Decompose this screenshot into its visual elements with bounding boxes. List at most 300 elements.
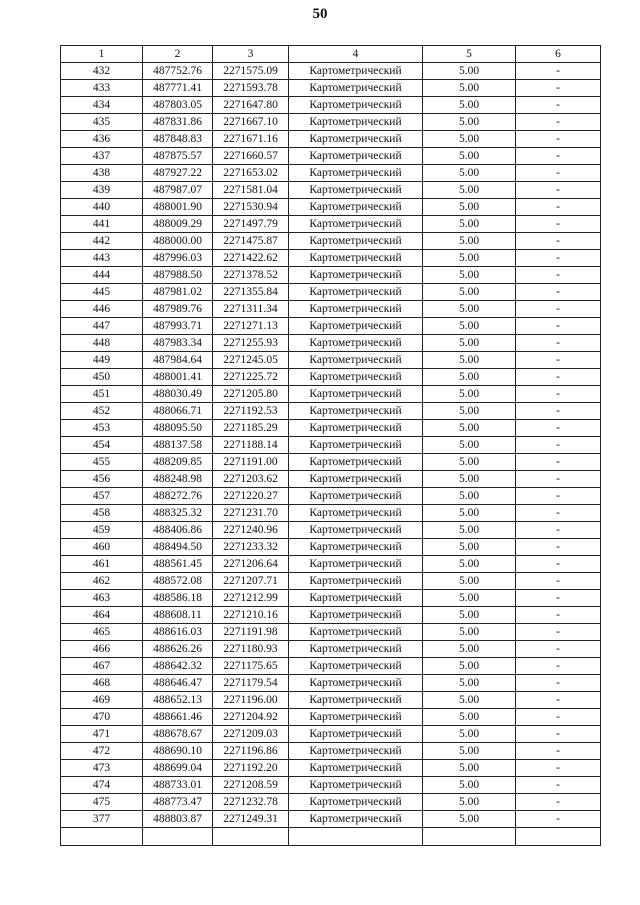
table-row: [61, 794, 601, 811]
page-number: 50: [312, 6, 328, 22]
note-cell: -: [516, 556, 601, 573]
y-coordinate-cell: 2271196.86: [213, 743, 289, 760]
y-coordinate-cell: 2271422.62: [213, 250, 289, 267]
y-coordinate-cell: 2271204.92: [213, 709, 289, 726]
empty-cell: [61, 828, 143, 846]
point-number-cell: 471: [61, 726, 143, 743]
x-coordinate-cell: 488773.47: [143, 794, 213, 811]
y-coordinate-cell: 2271192.53: [213, 403, 289, 420]
y-coordinate-cell: 2271206.64: [213, 556, 289, 573]
x-coordinate-cell: 488733.01: [143, 777, 213, 794]
point-number-cell: 456: [61, 471, 143, 488]
table-row: [61, 709, 601, 726]
y-coordinate-cell: 2271593.78: [213, 80, 289, 97]
table-row: [61, 607, 601, 624]
y-coordinate-cell: 2271208.59: [213, 777, 289, 794]
accuracy-cell: 5.00: [423, 709, 516, 726]
accuracy-cell: 5.00: [423, 522, 516, 539]
accuracy-cell: 5.00: [423, 199, 516, 216]
method-cell: Картометрический: [289, 420, 423, 437]
point-number-cell: 469: [61, 692, 143, 709]
note-cell: -: [516, 811, 601, 828]
accuracy-cell: 5.00: [423, 692, 516, 709]
table-row: [61, 692, 601, 709]
accuracy-cell: 5.00: [423, 607, 516, 624]
point-number-cell: 440: [61, 199, 143, 216]
table-row: [61, 148, 601, 165]
method-cell: Картометрический: [289, 726, 423, 743]
note-cell: -: [516, 420, 601, 437]
method-cell: Картометрический: [289, 267, 423, 284]
table-row: [61, 743, 601, 760]
table-row: [61, 658, 601, 675]
empty-cell: [423, 828, 516, 846]
table-row: [61, 437, 601, 454]
method-cell: Картометрический: [289, 335, 423, 352]
note-cell: -: [516, 318, 601, 335]
note-cell: -: [516, 777, 601, 794]
x-coordinate-cell: 488030.49: [143, 386, 213, 403]
y-coordinate-cell: 2271175.65: [213, 658, 289, 675]
column-header-6: 6: [516, 46, 601, 63]
accuracy-cell: 5.00: [423, 811, 516, 828]
note-cell: -: [516, 454, 601, 471]
table-row: [61, 573, 601, 590]
note-cell: -: [516, 63, 601, 80]
y-coordinate-cell: 2271245.05: [213, 352, 289, 369]
point-number-cell: 447: [61, 318, 143, 335]
note-cell: -: [516, 284, 601, 301]
method-cell: Картометрический: [289, 488, 423, 505]
note-cell: -: [516, 437, 601, 454]
accuracy-cell: 5.00: [423, 590, 516, 607]
note-cell: -: [516, 403, 601, 420]
table-row: [61, 352, 601, 369]
table-row: [61, 233, 601, 250]
y-coordinate-cell: 2271671.16: [213, 131, 289, 148]
point-number-cell: 459: [61, 522, 143, 539]
point-number-cell: 467: [61, 658, 143, 675]
y-coordinate-cell: 2271191.00: [213, 454, 289, 471]
accuracy-cell: 5.00: [423, 556, 516, 573]
table-row: [61, 488, 601, 505]
table-header: [61, 46, 601, 63]
accuracy-cell: 5.00: [423, 471, 516, 488]
note-cell: -: [516, 505, 601, 522]
accuracy-cell: 5.00: [423, 743, 516, 760]
table-row: [61, 97, 601, 114]
header-row: [61, 46, 601, 63]
accuracy-cell: 5.00: [423, 250, 516, 267]
note-cell: -: [516, 216, 601, 233]
method-cell: Картометрический: [289, 131, 423, 148]
y-coordinate-cell: 2271191.98: [213, 624, 289, 641]
x-coordinate-cell: 488095.50: [143, 420, 213, 437]
x-coordinate-cell: 488572.08: [143, 573, 213, 590]
x-coordinate-cell: 488586.18: [143, 590, 213, 607]
table-row: [61, 301, 601, 318]
y-coordinate-cell: 2271180.93: [213, 641, 289, 658]
method-cell: Картометрический: [289, 386, 423, 403]
y-coordinate-cell: 2271188.14: [213, 437, 289, 454]
y-coordinate-cell: 2271660.57: [213, 148, 289, 165]
table-row: [61, 454, 601, 471]
accuracy-cell: 5.00: [423, 777, 516, 794]
method-cell: Картометрический: [289, 641, 423, 658]
x-coordinate-cell: 487983.34: [143, 335, 213, 352]
accuracy-cell: 5.00: [423, 233, 516, 250]
table-row: [61, 386, 601, 403]
accuracy-cell: 5.00: [423, 148, 516, 165]
table-row: [61, 777, 601, 794]
accuracy-cell: 5.00: [423, 675, 516, 692]
accuracy-cell: 5.00: [423, 488, 516, 505]
accuracy-cell: 5.00: [423, 505, 516, 522]
y-coordinate-cell: 2271667.10: [213, 114, 289, 131]
note-cell: -: [516, 165, 601, 182]
point-number-cell: 461: [61, 556, 143, 573]
method-cell: Картометрический: [289, 114, 423, 131]
accuracy-cell: 5.00: [423, 420, 516, 437]
note-cell: -: [516, 573, 601, 590]
table-row: [61, 114, 601, 131]
point-number-cell: 455: [61, 454, 143, 471]
x-coordinate-cell: 488642.32: [143, 658, 213, 675]
method-cell: Картометрический: [289, 590, 423, 607]
note-cell: -: [516, 709, 601, 726]
method-cell: Картометрический: [289, 709, 423, 726]
y-coordinate-cell: 2271355.84: [213, 284, 289, 301]
y-coordinate-cell: 2271196.00: [213, 692, 289, 709]
point-number-cell: 434: [61, 97, 143, 114]
x-coordinate-cell: 487989.76: [143, 301, 213, 318]
table-row: [61, 556, 601, 573]
method-cell: Картометрический: [289, 318, 423, 335]
x-coordinate-cell: 488066.71: [143, 403, 213, 420]
x-coordinate-cell: 488000.00: [143, 233, 213, 250]
x-coordinate-cell: 487981.02: [143, 284, 213, 301]
point-number-cell: 448: [61, 335, 143, 352]
point-number-cell: 462: [61, 573, 143, 590]
method-cell: Картометрический: [289, 454, 423, 471]
accuracy-cell: 5.00: [423, 182, 516, 199]
point-number-cell: 452: [61, 403, 143, 420]
x-coordinate-cell: 488678.67: [143, 726, 213, 743]
table-row: [61, 471, 601, 488]
method-cell: Картометрический: [289, 403, 423, 420]
note-cell: -: [516, 641, 601, 658]
y-coordinate-cell: 2271475.87: [213, 233, 289, 250]
y-coordinate-cell: 2271575.09: [213, 63, 289, 80]
x-coordinate-cell: 488494.50: [143, 539, 213, 556]
y-coordinate-cell: 2271210.16: [213, 607, 289, 624]
accuracy-cell: 5.00: [423, 573, 516, 590]
x-coordinate-cell: 487831.86: [143, 114, 213, 131]
y-coordinate-cell: 2271530.94: [213, 199, 289, 216]
point-number-cell: 377: [61, 811, 143, 828]
point-number-cell: 472: [61, 743, 143, 760]
method-cell: Картометрический: [289, 743, 423, 760]
method-cell: Картометрический: [289, 199, 423, 216]
x-coordinate-cell: 487848.83: [143, 131, 213, 148]
note-cell: -: [516, 97, 601, 114]
accuracy-cell: 5.00: [423, 301, 516, 318]
note-cell: -: [516, 692, 601, 709]
point-number-cell: 466: [61, 641, 143, 658]
table-row: [61, 590, 601, 607]
empty-table-row: [61, 828, 601, 846]
point-number-cell: 458: [61, 505, 143, 522]
accuracy-cell: 5.00: [423, 641, 516, 658]
empty-cell: [143, 828, 213, 846]
method-cell: Картометрический: [289, 505, 423, 522]
y-coordinate-cell: 2271220.27: [213, 488, 289, 505]
point-number-cell: 454: [61, 437, 143, 454]
note-cell: -: [516, 131, 601, 148]
point-number-cell: 465: [61, 624, 143, 641]
column-header-5: 5: [423, 46, 516, 63]
y-coordinate-cell: 2271581.04: [213, 182, 289, 199]
y-coordinate-cell: 2271212.99: [213, 590, 289, 607]
column-header-2: 2: [143, 46, 213, 63]
x-coordinate-cell: 488248.98: [143, 471, 213, 488]
y-coordinate-cell: 2271647.80: [213, 97, 289, 114]
accuracy-cell: 5.00: [423, 794, 516, 811]
x-coordinate-cell: 487984.64: [143, 352, 213, 369]
method-cell: Картометрический: [289, 794, 423, 811]
table-row: [61, 250, 601, 267]
x-coordinate-cell: 488001.90: [143, 199, 213, 216]
y-coordinate-cell: 2271271.13: [213, 318, 289, 335]
point-number-cell: 438: [61, 165, 143, 182]
point-number-cell: 435: [61, 114, 143, 131]
x-coordinate-cell: 488616.03: [143, 624, 213, 641]
method-cell: Картометрический: [289, 522, 423, 539]
table-row: [61, 539, 601, 556]
table-row: [61, 318, 601, 335]
accuracy-cell: 5.00: [423, 114, 516, 131]
point-number-cell: 474: [61, 777, 143, 794]
table-row: [61, 199, 601, 216]
method-cell: Картометрический: [289, 556, 423, 573]
table-row: [61, 641, 601, 658]
x-coordinate-cell: 488690.10: [143, 743, 213, 760]
note-cell: -: [516, 794, 601, 811]
x-coordinate-cell: 488561.45: [143, 556, 213, 573]
note-cell: -: [516, 760, 601, 777]
point-number-cell: 432: [61, 63, 143, 80]
accuracy-cell: 5.00: [423, 437, 516, 454]
method-cell: Картометрический: [289, 811, 423, 828]
coordinates-table: [60, 45, 601, 846]
point-number-cell: 463: [61, 590, 143, 607]
accuracy-cell: 5.00: [423, 658, 516, 675]
x-coordinate-cell: 488803.87: [143, 811, 213, 828]
note-cell: -: [516, 607, 601, 624]
column-header-1: 1: [61, 46, 143, 63]
y-coordinate-cell: 2271225.72: [213, 369, 289, 386]
x-coordinate-cell: 488137.58: [143, 437, 213, 454]
y-coordinate-cell: 2271231.70: [213, 505, 289, 522]
x-coordinate-cell: 488626.26: [143, 641, 213, 658]
note-cell: -: [516, 624, 601, 641]
y-coordinate-cell: 2271653.02: [213, 165, 289, 182]
method-cell: Картометрический: [289, 777, 423, 794]
empty-cell: [516, 828, 601, 846]
note-cell: -: [516, 114, 601, 131]
method-cell: Картометрический: [289, 658, 423, 675]
method-cell: Картометрический: [289, 182, 423, 199]
x-coordinate-cell: 488652.13: [143, 692, 213, 709]
note-cell: -: [516, 199, 601, 216]
note-cell: -: [516, 726, 601, 743]
x-coordinate-cell: 488608.11: [143, 607, 213, 624]
table-row: [61, 267, 601, 284]
y-coordinate-cell: 2271240.96: [213, 522, 289, 539]
y-coordinate-cell: 2271179.54: [213, 675, 289, 692]
accuracy-cell: 5.00: [423, 318, 516, 335]
x-coordinate-cell: 488001.41: [143, 369, 213, 386]
point-number-cell: 457: [61, 488, 143, 505]
x-coordinate-cell: 487752.76: [143, 63, 213, 80]
y-coordinate-cell: 2271205.80: [213, 386, 289, 403]
accuracy-cell: 5.00: [423, 131, 516, 148]
note-cell: -: [516, 522, 601, 539]
note-cell: -: [516, 590, 601, 607]
accuracy-cell: 5.00: [423, 386, 516, 403]
note-cell: -: [516, 386, 601, 403]
table-row: [61, 505, 601, 522]
y-coordinate-cell: 2271233.32: [213, 539, 289, 556]
accuracy-cell: 5.00: [423, 335, 516, 352]
table-row: [61, 522, 601, 539]
x-coordinate-cell: 488661.46: [143, 709, 213, 726]
point-number-cell: 453: [61, 420, 143, 437]
x-coordinate-cell: 487771.41: [143, 80, 213, 97]
table-row: [61, 675, 601, 692]
point-number-cell: 441: [61, 216, 143, 233]
method-cell: Картометрический: [289, 573, 423, 590]
method-cell: Картометрический: [289, 471, 423, 488]
note-cell: -: [516, 488, 601, 505]
method-cell: Картометрический: [289, 216, 423, 233]
method-cell: Картометрический: [289, 148, 423, 165]
table-row: [61, 216, 601, 233]
method-cell: Картометрический: [289, 607, 423, 624]
method-cell: Картометрический: [289, 233, 423, 250]
note-cell: -: [516, 743, 601, 760]
point-number-cell: 446: [61, 301, 143, 318]
x-coordinate-cell: 488646.47: [143, 675, 213, 692]
method-cell: Картометрический: [289, 352, 423, 369]
y-coordinate-cell: 2271203.62: [213, 471, 289, 488]
point-number-cell: 475: [61, 794, 143, 811]
table-row: [61, 63, 601, 80]
point-number-cell: 436: [61, 131, 143, 148]
method-cell: Картометрический: [289, 539, 423, 556]
table-row: [61, 284, 601, 301]
point-number-cell: 433: [61, 80, 143, 97]
method-cell: Картометрический: [289, 63, 423, 80]
accuracy-cell: 5.00: [423, 216, 516, 233]
accuracy-cell: 5.00: [423, 165, 516, 182]
accuracy-cell: 5.00: [423, 63, 516, 80]
note-cell: -: [516, 250, 601, 267]
empty-cell: [213, 828, 289, 846]
point-number-cell: 451: [61, 386, 143, 403]
point-number-cell: 449: [61, 352, 143, 369]
accuracy-cell: 5.00: [423, 403, 516, 420]
table-row: [61, 811, 601, 828]
method-cell: Картометрический: [289, 624, 423, 641]
table-row: [61, 369, 601, 386]
note-cell: -: [516, 267, 601, 284]
accuracy-cell: 5.00: [423, 726, 516, 743]
point-number-cell: 439: [61, 182, 143, 199]
y-coordinate-cell: 2271185.29: [213, 420, 289, 437]
y-coordinate-cell: 2271232.78: [213, 794, 289, 811]
accuracy-cell: 5.00: [423, 760, 516, 777]
point-number-cell: 445: [61, 284, 143, 301]
x-coordinate-cell: 488406.86: [143, 522, 213, 539]
y-coordinate-cell: 2271255.93: [213, 335, 289, 352]
accuracy-cell: 5.00: [423, 267, 516, 284]
point-number-cell: 442: [61, 233, 143, 250]
x-coordinate-cell: 487987.07: [143, 182, 213, 199]
y-coordinate-cell: 2271249.31: [213, 811, 289, 828]
method-cell: Картометрический: [289, 675, 423, 692]
note-cell: -: [516, 301, 601, 318]
point-number-cell: 470: [61, 709, 143, 726]
note-cell: -: [516, 148, 601, 165]
point-number-cell: 437: [61, 148, 143, 165]
method-cell: Картометрический: [289, 284, 423, 301]
accuracy-cell: 5.00: [423, 97, 516, 114]
x-coordinate-cell: 488009.29: [143, 216, 213, 233]
method-cell: Картометрический: [289, 301, 423, 318]
x-coordinate-cell: 487927.22: [143, 165, 213, 182]
table-row: [61, 420, 601, 437]
note-cell: -: [516, 539, 601, 556]
column-header-4: 4: [289, 46, 423, 63]
note-cell: -: [516, 233, 601, 250]
accuracy-cell: 5.00: [423, 352, 516, 369]
x-coordinate-cell: 488325.32: [143, 505, 213, 522]
x-coordinate-cell: 487988.50: [143, 267, 213, 284]
note-cell: -: [516, 471, 601, 488]
note-cell: -: [516, 182, 601, 199]
x-coordinate-cell: 487875.57: [143, 148, 213, 165]
table-row: [61, 335, 601, 352]
point-number-cell: 443: [61, 250, 143, 267]
y-coordinate-cell: 2271192.20: [213, 760, 289, 777]
point-number-cell: 450: [61, 369, 143, 386]
empty-cell: [289, 828, 423, 846]
table-row: [61, 403, 601, 420]
x-coordinate-cell: 488209.85: [143, 454, 213, 471]
x-coordinate-cell: 487993.71: [143, 318, 213, 335]
point-number-cell: 468: [61, 675, 143, 692]
note-cell: -: [516, 675, 601, 692]
note-cell: -: [516, 369, 601, 386]
note-cell: -: [516, 352, 601, 369]
point-number-cell: 464: [61, 607, 143, 624]
table-row: [61, 165, 601, 182]
y-coordinate-cell: 2271311.34: [213, 301, 289, 318]
point-number-cell: 460: [61, 539, 143, 556]
table-row: [61, 726, 601, 743]
column-header-3: 3: [213, 46, 289, 63]
